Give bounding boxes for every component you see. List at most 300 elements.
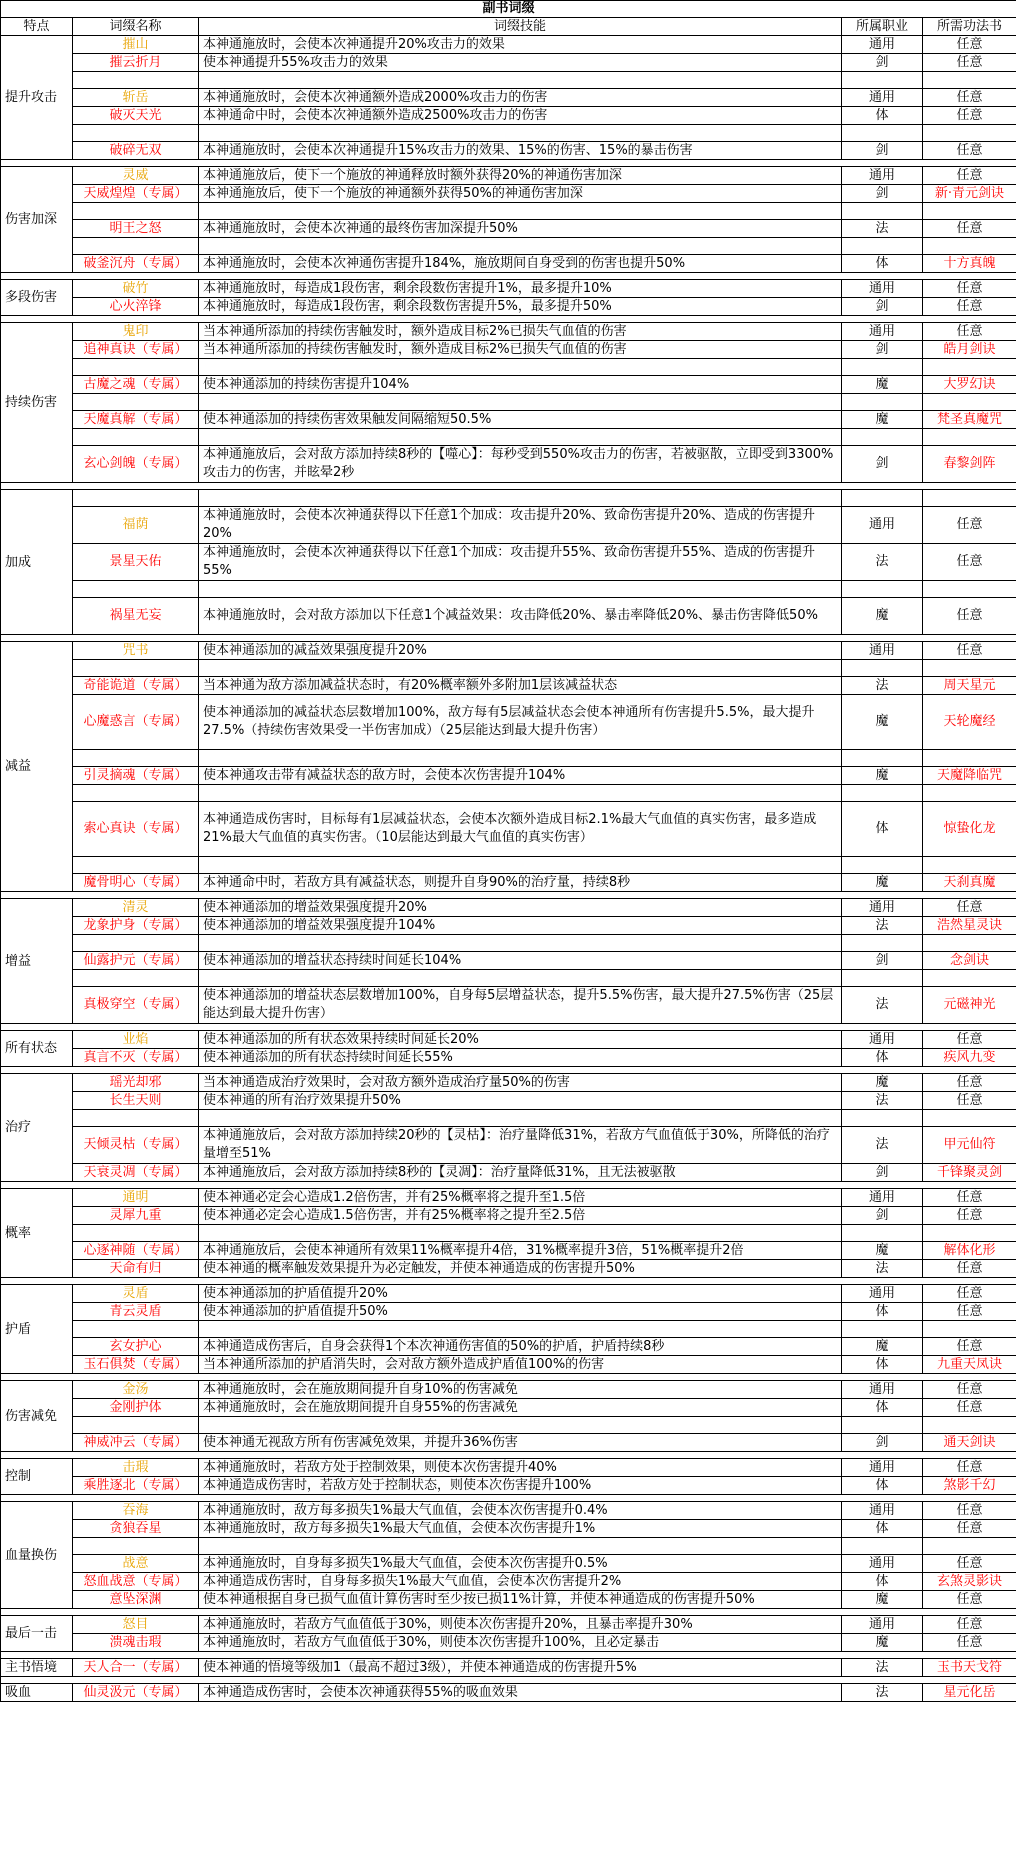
affix-name: 灵盾 [73, 1285, 199, 1303]
affix-class: 通用 [842, 899, 923, 917]
affix-class: 通用 [842, 1381, 923, 1399]
empty-cell [199, 1225, 842, 1242]
affix-name: 战意 [73, 1555, 199, 1573]
affix-book: 春黎剑阵 [923, 446, 1016, 483]
affix-description: 本神通施放时，会使本次神通的最终伤害加深提升50% [199, 220, 842, 238]
affix-book: 周天星元 [923, 677, 1016, 695]
affix-name: 索心真诀（专属） [73, 802, 199, 857]
affix-description: 本神通施放后，使下一个施放的神通释放时额外获得20%的神通伤害加深 [199, 167, 842, 185]
separator-cell [1, 1278, 1016, 1285]
table-row [1, 1049, 1016, 1067]
blank-row [1, 1321, 1016, 1338]
table-row [1, 1207, 1016, 1225]
affix-description: 使本神通添加的增益效果强度提升20% [199, 899, 842, 917]
affix-name: 破竹 [73, 280, 199, 298]
blank-row [1, 970, 1016, 987]
blank-row [1, 490, 1016, 507]
affix-description: 本神通造成伤害时，自身每多损失1%最大气血值，会使本次伤害提升2% [199, 1573, 842, 1591]
table-row [1, 1189, 1016, 1207]
empty-cell [923, 1321, 1016, 1338]
affix-book: 任意 [923, 544, 1016, 581]
affix-book: 任意 [923, 89, 1016, 107]
affix-book: 煞影千幻 [923, 1477, 1016, 1495]
empty-cell [199, 581, 842, 598]
table-row [1, 1555, 1016, 1573]
empty-cell [199, 660, 842, 677]
affix-description: 本神通施放时，会使本次神通获得以下任意1个加成：攻击提升55%、致命伤害提升55%、造成的伤害提升55% [199, 544, 842, 581]
empty-cell [73, 394, 199, 411]
affix-book: 任意 [923, 1285, 1016, 1303]
affix-name: 奇能诡道（专属） [73, 677, 199, 695]
affix-description: 本神通施放后，使下一个施放的神通额外获得50%的神通伤害加深 [199, 185, 842, 203]
category-cell: 增益 [1, 899, 73, 1024]
affix-description: 使本神通必定会心造成1.2倍伤害，并有25%概率将之提升至1.5倍 [199, 1189, 842, 1207]
affix-class: 剑 [842, 1207, 923, 1225]
empty-cell [199, 1110, 842, 1127]
empty-cell [923, 125, 1016, 142]
blank-row [1, 785, 1016, 802]
affix-class: 剑 [842, 952, 923, 970]
affix-book: 浩然星灵诀 [923, 917, 1016, 935]
category-cell: 最后一击 [1, 1616, 73, 1652]
empty-cell [923, 1110, 1016, 1127]
affix-book: 任意 [923, 1616, 1016, 1634]
affix-name: 福荫 [73, 507, 199, 544]
affix-class: 体 [842, 255, 923, 273]
affix-description: 本神通命中时，若敌方具有减益状态，则提升自身90%的治疗量，持续8秒 [199, 874, 842, 892]
empty-cell [73, 660, 199, 677]
affix-description: 使本神通的概率触发效果提升为必定触发，并使本神通造成的伤害提升50% [199, 1260, 842, 1278]
blank-row [1, 203, 1016, 220]
category-cell: 所有状态 [1, 1031, 73, 1067]
affix-book: 任意 [923, 1502, 1016, 1520]
table-row [1, 1031, 1016, 1049]
table-row [1, 376, 1016, 394]
empty-cell [73, 490, 199, 507]
affix-name: 摧山 [73, 36, 199, 54]
empty-cell [199, 857, 842, 874]
empty-cell [199, 1538, 842, 1555]
affix-description: 本神通施放后，会对敌方添加持续20秒的【灵枯】：治疗量降低31%，若敌方气血值低于30%，所降低的治疗量增至51% [199, 1127, 842, 1164]
table-row [1, 1127, 1016, 1164]
group-separator [1, 1374, 1016, 1381]
blank-row [1, 429, 1016, 446]
affix-class: 通用 [842, 1616, 923, 1634]
table-row [1, 1520, 1016, 1538]
empty-cell [842, 429, 923, 446]
affix-name: 龙象护身（专属） [73, 917, 199, 935]
category-cell: 概率 [1, 1189, 73, 1278]
separator-cell [1, 1609, 1016, 1616]
affix-name: 破釜沉舟（专属） [73, 255, 199, 273]
affix-book: 任意 [923, 1634, 1016, 1652]
affix-class: 体 [842, 1399, 923, 1417]
category-cell: 治疗 [1, 1074, 73, 1182]
affix-description: 使本神通添加的增益状态层数增加100%，自身每5层增益状态，提升5.5%伤害，最大提升27.5%伤害（25层能达到最大提升伤害） [199, 987, 842, 1024]
empty-cell [199, 394, 842, 411]
table-row [1, 1659, 1016, 1677]
empty-cell [73, 72, 199, 89]
empty-cell [73, 935, 199, 952]
affix-name: 金汤 [73, 1381, 199, 1399]
table-row [1, 1285, 1016, 1303]
category-cell: 吸血 [1, 1684, 73, 1702]
table-row [1, 507, 1016, 544]
empty-cell [199, 785, 842, 802]
affix-book: 念剑诀 [923, 952, 1016, 970]
empty-cell [73, 581, 199, 598]
affix-class: 体 [842, 1049, 923, 1067]
affix-book: 任意 [923, 1399, 1016, 1417]
affix-class: 体 [842, 107, 923, 125]
empty-cell [842, 935, 923, 952]
affix-class: 体 [842, 1303, 923, 1321]
affix-book: 星元化岳 [923, 1684, 1016, 1702]
blank-row [1, 857, 1016, 874]
affix-book: 任意 [923, 1555, 1016, 1573]
affix-class: 魔 [842, 598, 923, 635]
affix-name: 破碎无双 [73, 142, 199, 160]
affix-class: 剑 [842, 1164, 923, 1182]
separator-cell [1, 1182, 1016, 1189]
affix-description: 当本神通造成治疗效果时，会对敌方额外造成治疗量50%的伤害 [199, 1074, 842, 1092]
blank-row [1, 750, 1016, 767]
empty-cell [73, 970, 199, 987]
affix-name: 追神真诀（专属） [73, 341, 199, 359]
affix-book: 梵圣真魔咒 [923, 411, 1016, 429]
group-separator [1, 1452, 1016, 1459]
blank-row [1, 72, 1016, 89]
affix-description: 当本神通为敌方添加减益状态时，有20%概率额外多附加1层该减益状态 [199, 677, 842, 695]
affix-class: 剑 [842, 1434, 923, 1452]
empty-cell [199, 935, 842, 952]
affix-class: 魔 [842, 1338, 923, 1356]
empty-cell [842, 785, 923, 802]
affix-class: 魔 [842, 874, 923, 892]
empty-cell [923, 1538, 1016, 1555]
affix-book: 任意 [923, 167, 1016, 185]
group-separator [1, 483, 1016, 490]
table-row [1, 598, 1016, 635]
affix-description: 使本神通添加的增益状态持续时间延长104% [199, 952, 842, 970]
affix-class: 通用 [842, 1555, 923, 1573]
affix-book: 皓月剑诀 [923, 341, 1016, 359]
table-row [1, 107, 1016, 125]
category-cell: 控制 [1, 1459, 73, 1495]
category-cell: 护盾 [1, 1285, 73, 1374]
affix-description: 本神通施放时，每造成1段伤害，剩余段数伤害提升5%，最多提升50% [199, 298, 842, 316]
empty-cell [199, 1321, 842, 1338]
affix-name: 溃魂击瑕 [73, 1634, 199, 1652]
affix-class: 剑 [842, 298, 923, 316]
affix-name: 吞海 [73, 1502, 199, 1520]
empty-cell [923, 660, 1016, 677]
empty-cell [842, 1110, 923, 1127]
empty-cell [842, 125, 923, 142]
empty-cell [199, 750, 842, 767]
table-row [1, 280, 1016, 298]
header-affix-skill: 词缀技能 [199, 18, 842, 36]
category-cell: 持续伤害 [1, 323, 73, 483]
separator-cell [1, 273, 1016, 280]
empty-cell [842, 750, 923, 767]
table-row [1, 1399, 1016, 1417]
affix-description: 使本神通必定会心造成1.5倍伤害，并有25%概率将之提升至2.5倍 [199, 1207, 842, 1225]
empty-cell [923, 429, 1016, 446]
empty-cell [199, 72, 842, 89]
affix-class: 通用 [842, 1285, 923, 1303]
empty-cell [842, 72, 923, 89]
affix-class: 体 [842, 1477, 923, 1495]
affix-name: 怒目 [73, 1616, 199, 1634]
empty-cell [73, 857, 199, 874]
affix-book: 任意 [923, 36, 1016, 54]
separator-cell [1, 1067, 1016, 1074]
table-row [1, 802, 1016, 857]
affix-class: 魔 [842, 695, 923, 750]
affix-class: 体 [842, 1573, 923, 1591]
table-row [1, 142, 1016, 160]
affix-name: 仙露护元（专属） [73, 952, 199, 970]
group-separator [1, 635, 1016, 642]
table-row [1, 446, 1016, 483]
separator-cell [1, 1374, 1016, 1381]
affix-book: 任意 [923, 142, 1016, 160]
empty-cell [842, 660, 923, 677]
affix-description: 本神通施放时，若敌方气血值低于30%，则使本次伤害提升20%，且暴击率提升30% [199, 1616, 842, 1634]
group-separator [1, 1609, 1016, 1616]
separator-cell [1, 1677, 1016, 1684]
blank-row [1, 1110, 1016, 1127]
affix-name: 天倾灵枯（专属） [73, 1127, 199, 1164]
table-row [1, 1477, 1016, 1495]
affix-class: 通用 [842, 280, 923, 298]
affix-book: 千锋聚灵剑 [923, 1164, 1016, 1182]
affix-name: 魔骨明心（专属） [73, 874, 199, 892]
empty-cell [923, 581, 1016, 598]
empty-cell [842, 857, 923, 874]
empty-cell [842, 1225, 923, 1242]
separator-cell [1, 160, 1016, 167]
empty-cell [73, 429, 199, 446]
affix-description: 本神通施放后，会对敌方添加持续8秒的【灵凋】：治疗量降低31%，且无法被驱散 [199, 1164, 842, 1182]
affix-name: 祸星无妄 [73, 598, 199, 635]
affix-description: 使本神通根据自身已损气血值计算伤害时至少按已损11%计算，并使本神通造成的伤害提升50% [199, 1591, 842, 1609]
table-row [1, 1434, 1016, 1452]
header-book: 所需功法书 [923, 18, 1016, 36]
affix-name: 天威煌煌（专属） [73, 185, 199, 203]
affix-description: 使本神通添加的所有状态持续时间延长55% [199, 1049, 842, 1067]
affix-name: 天魔真解（专属） [73, 411, 199, 429]
empty-cell [73, 359, 199, 376]
empty-cell [842, 359, 923, 376]
blank-row [1, 1225, 1016, 1242]
empty-cell [923, 785, 1016, 802]
affix-name: 天人合一（专属） [73, 1659, 199, 1677]
table-row [1, 1573, 1016, 1591]
affix-description: 本神通造成伤害时，目标每有1层减益状态，会使本次额外造成目标2.1%最大气血值的真实伤害，最多造成21%最大气血值的真实伤害。（10层能达到最大气血值的真实伤害） [199, 802, 842, 857]
separator-cell [1, 1452, 1016, 1459]
category-cell: 伤害加深 [1, 167, 73, 273]
group-separator [1, 1495, 1016, 1502]
group-separator [1, 892, 1016, 899]
affix-name: 引灵摘魂（专属） [73, 767, 199, 785]
table-row [1, 987, 1016, 1024]
affix-class: 剑 [842, 341, 923, 359]
category-cell: 加成 [1, 490, 73, 635]
table-row [1, 1338, 1016, 1356]
affix-description: 本神通施放时，若敌方气血值低于30%，则使本次伤害提升100%，且必定暴击 [199, 1634, 842, 1652]
affix-book: 玉书天戈符 [923, 1659, 1016, 1677]
affix-book: 任意 [923, 1260, 1016, 1278]
table-row [1, 1356, 1016, 1374]
affix-book: 甲元仙符 [923, 1127, 1016, 1164]
affix-book: 任意 [923, 323, 1016, 341]
empty-cell [73, 1110, 199, 1127]
affix-class: 法 [842, 1092, 923, 1110]
empty-cell [73, 1538, 199, 1555]
affix-name: 明王之怒 [73, 220, 199, 238]
affix-name: 心火淬锋 [73, 298, 199, 316]
affix-name: 仙灵汲元（专属） [73, 1684, 199, 1702]
affix-book: 任意 [923, 107, 1016, 125]
empty-cell [923, 238, 1016, 255]
affix-description: 使本神通添加的增益效果强度提升104% [199, 917, 842, 935]
affix-name: 真言不灭（专属） [73, 1049, 199, 1067]
group-separator [1, 273, 1016, 280]
affix-class: 剑 [842, 142, 923, 160]
category-cell: 减益 [1, 642, 73, 892]
table-row [1, 1260, 1016, 1278]
separator-cell [1, 1495, 1016, 1502]
affix-class: 通用 [842, 1459, 923, 1477]
table-row [1, 899, 1016, 917]
affix-book: 任意 [923, 598, 1016, 635]
affix-class: 法 [842, 677, 923, 695]
group-separator [1, 1677, 1016, 1684]
affix-book: 任意 [923, 1520, 1016, 1538]
affix-name: 天衰灵凋（专属） [73, 1164, 199, 1182]
blank-row [1, 238, 1016, 255]
affix-class: 剑 [842, 446, 923, 483]
table-row [1, 767, 1016, 785]
table-row [1, 677, 1016, 695]
affix-name: 瑶光却邪 [73, 1074, 199, 1092]
table-row [1, 874, 1016, 892]
affix-description: 本神通施放时，会在施放期间提升自身55%的伤害减免 [199, 1399, 842, 1417]
table-row [1, 1381, 1016, 1399]
table-row [1, 255, 1016, 273]
affix-class: 通用 [842, 507, 923, 544]
affix-description: 当本神通所添加的护盾消失时，会对敌方额外造成护盾值100%的伤害 [199, 1356, 842, 1374]
empty-cell [199, 359, 842, 376]
affix-book: 疾风九变 [923, 1049, 1016, 1067]
separator-cell [1, 1024, 1016, 1031]
affix-description: 使本神通添加的护盾值提升20% [199, 1285, 842, 1303]
empty-cell [199, 125, 842, 142]
affix-name: 通明 [73, 1189, 199, 1207]
affix-class: 魔 [842, 1591, 923, 1609]
affix-class: 体 [842, 802, 923, 857]
empty-cell [199, 970, 842, 987]
affix-name: 金刚护体 [73, 1399, 199, 1417]
empty-cell [199, 203, 842, 220]
affix-name: 心魔惑言（专属） [73, 695, 199, 750]
affix-book: 任意 [923, 1092, 1016, 1110]
blank-row [1, 125, 1016, 142]
affix-class: 法 [842, 544, 923, 581]
empty-cell [199, 490, 842, 507]
affix-class: 通用 [842, 642, 923, 660]
affix-description: 使本神通攻击带有减益状态的敌方时，会使本次伤害提升104% [199, 767, 842, 785]
affix-book: 任意 [923, 1591, 1016, 1609]
affix-book: 任意 [923, 899, 1016, 917]
group-separator [1, 316, 1016, 323]
affix-description: 本神通造成伤害后，自身会获得1个本次神通伤害值的50%的护盾，护盾持续8秒 [199, 1338, 842, 1356]
blank-row [1, 935, 1016, 952]
table-row [1, 1684, 1016, 1702]
empty-cell [842, 1417, 923, 1434]
affix-name: 灵犀九重 [73, 1207, 199, 1225]
table-row [1, 952, 1016, 970]
affix-description: 本神通施放时，自身每多损失1%最大气血值，会使本次伤害提升0.5% [199, 1555, 842, 1573]
affix-description: 本神通施放时，会对敌方添加以下任意1个减益效果：攻击降低20%、暴击率降低20%、暴击伤害降低50% [199, 598, 842, 635]
separator-cell [1, 1652, 1016, 1659]
affix-name: 真极穿空（专属） [73, 987, 199, 1024]
affix-name: 清灵 [73, 899, 199, 917]
category-cell: 多段伤害 [1, 280, 73, 316]
table-row [1, 220, 1016, 238]
affix-description: 使本神通添加的减益状态层数增加100%，敌方每有5层减益状态会使本神通所有伤害提升5.5%，最大提升27.5%（持续伤害效果受一半伤害加成）（25层能达到最大提升伤害） [199, 695, 842, 750]
affix-description: 本神通命中时，会使本次神通额外造成2500%攻击力的伤害 [199, 107, 842, 125]
affix-name: 古魔之魂（专属） [73, 376, 199, 394]
affix-book: 元磁神光 [923, 987, 1016, 1024]
affix-book: 任意 [923, 1074, 1016, 1092]
affix-name: 灵威 [73, 167, 199, 185]
affix-description: 本神通施放时，会使本次神通获得以下任意1个加成：攻击提升20%、致命伤害提升20%、造成的伤害提升20% [199, 507, 842, 544]
group-separator [1, 160, 1016, 167]
affix-book: 任意 [923, 298, 1016, 316]
empty-cell [842, 1321, 923, 1338]
affix-name: 神威冲云（专属） [73, 1434, 199, 1452]
affix-book: 任意 [923, 1303, 1016, 1321]
affix-book: 任意 [923, 54, 1016, 72]
table-row [1, 323, 1016, 341]
table-row [1, 89, 1016, 107]
affix-book: 任意 [923, 1207, 1016, 1225]
affix-name: 鬼印 [73, 323, 199, 341]
table-row [1, 1164, 1016, 1182]
table-row [1, 1074, 1016, 1092]
affix-name: 玄女护心 [73, 1338, 199, 1356]
group-separator [1, 1278, 1016, 1285]
affix-description: 使本神通添加的所有状态效果持续时间延长20% [199, 1031, 842, 1049]
blank-row [1, 1538, 1016, 1555]
separator-cell [1, 483, 1016, 490]
blank-row [1, 1417, 1016, 1434]
affix-description: 本神通造成伤害时，若敌方处于控制状态，则使本次伤害提升100% [199, 1477, 842, 1495]
affix-name: 咒书 [73, 642, 199, 660]
affix-book: 通天剑诀 [923, 1434, 1016, 1452]
affix-description: 本神通施放时，敌方每多损失1%最大气血值，会使本次伤害提升1% [199, 1520, 842, 1538]
affix-book: 任意 [923, 1338, 1016, 1356]
table-row [1, 1591, 1016, 1609]
empty-cell [842, 238, 923, 255]
affix-book: 任意 [923, 1381, 1016, 1399]
affix-class: 法 [842, 987, 923, 1024]
affix-name: 心逐神随（专属） [73, 1242, 199, 1260]
affix-description: 使本神通添加的持续伤害提升104% [199, 376, 842, 394]
